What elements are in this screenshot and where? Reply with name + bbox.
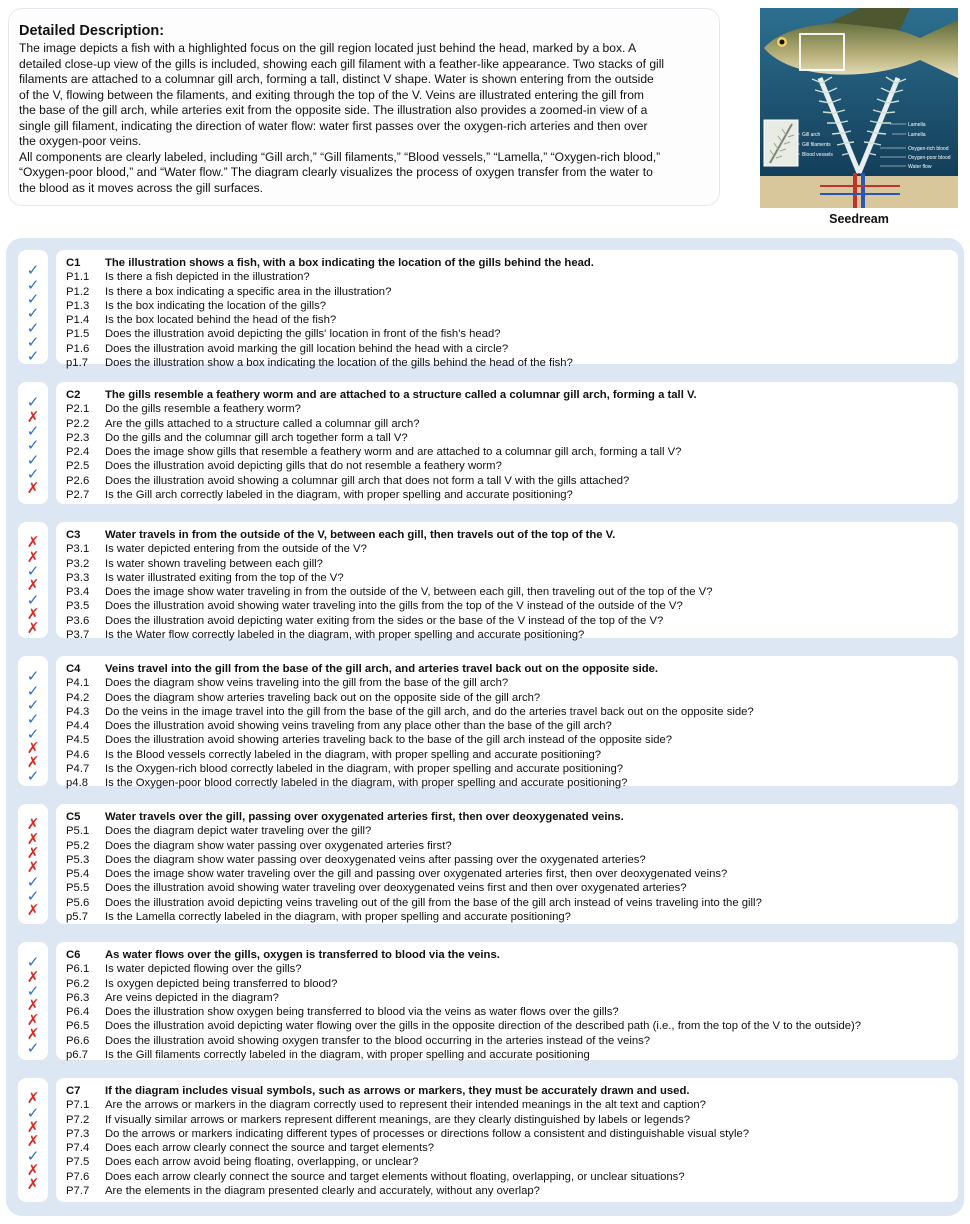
check-item-text: Is water depicted entering from the outside of the V? [105, 543, 367, 556]
check-item-text: Does the illustration avoid depicting water flowing over the gills in the opposite direction of the described path (i.e., from the top of the V to the outside)? [105, 1020, 862, 1033]
model-label: Seedream [829, 212, 889, 226]
check-item-id: P6.3 [66, 991, 90, 1004]
check-item-text: Is oxygen depicted being transferred to blood? [105, 977, 338, 990]
check-item-text: If visually similar arrows or markers represent different meanings, are they clearly distinguished by labels or legends? [105, 1113, 690, 1126]
cross-mark-icon: ✗ [26, 754, 40, 772]
check-mark-icon: ✓ [26, 954, 40, 972]
description-box [8, 8, 720, 206]
criterion-text: The gills resemble a feathery worm and are attached to a structure called a columnar gill arch, forming a tall V. [105, 389, 697, 401]
generated-diagram-image [760, 8, 958, 208]
label-oxygen-rich-blood: Oxygen-rich blood [908, 146, 949, 152]
check-mark-icon: ✓ [26, 668, 40, 686]
check-item-id: P1.1 [66, 271, 90, 284]
criterion-panel [56, 942, 958, 1060]
check-item-text: Does the illustration avoid marking the gill location behind the head with a circle? [105, 342, 509, 355]
check-item-id: P6.4 [66, 1006, 90, 1019]
criterion-id: C3 [66, 529, 81, 541]
check-item-row [66, 748, 958, 762]
check-item-row [66, 1127, 958, 1141]
check-item-row [66, 853, 958, 867]
check-item-row [66, 459, 958, 473]
check-item-row [66, 1155, 958, 1169]
check-item-id: P1.5 [66, 328, 90, 341]
verdict-column [18, 804, 48, 924]
check-item-row [66, 962, 958, 976]
verdict-column [18, 656, 48, 786]
check-mark-icon: ✓ [26, 887, 40, 905]
check-item-id: P7.4 [66, 1142, 90, 1155]
verdict-column [18, 942, 48, 1060]
check-item-text: Does the illustration show oxygen being transferred to blood via the veins as water flows over the gills? [105, 1006, 619, 1019]
check-item-text: Does the diagram show arteries traveling back out on the opposite side of the gill arch? [105, 691, 541, 704]
check-item-row [66, 542, 958, 556]
check-item-row [66, 839, 958, 853]
check-item-text: Does the diagram show water passing over deoxygenated veins after passing over the oxygenated arteries? [105, 853, 646, 866]
check-item-row [66, 356, 958, 370]
label-gill-filaments: Gill filaments [802, 142, 831, 148]
check-item-id: P2.4 [66, 446, 90, 459]
check-item-text: Is the Lamella correctly labeled in the diagram, with proper spelling and accurate positioning? [105, 911, 571, 924]
check-item-row [66, 1098, 958, 1112]
criterion-text: Veins travel into the gill from the base of the gill arch, and arteries travel back out on the opposite side. [105, 663, 659, 675]
check-item-row [66, 910, 958, 924]
criterion-heading [66, 810, 958, 824]
check-item-row [66, 417, 958, 431]
cross-mark-icon: ✗ [26, 1161, 40, 1179]
verdict-column [18, 382, 48, 504]
check-item-id: P5.5 [66, 882, 90, 895]
check-item-row [66, 571, 958, 585]
criterion-heading [66, 388, 958, 402]
criterion-block-c5 [16, 798, 964, 930]
label-water-flow: Water flow [908, 164, 932, 170]
criterion-id: C1 [66, 257, 81, 269]
check-item-row [66, 270, 958, 284]
check-item-row [66, 599, 958, 613]
criterion-text: The illustration shows a fish, with a box indicating the location of the gills behind the head. [105, 257, 594, 269]
criterion-heading [66, 948, 958, 962]
verdict-column [18, 250, 48, 364]
check-item-id: P4.6 [66, 748, 90, 761]
check-item-text: Do the gills resemble a feathery worm? [105, 403, 301, 416]
label-lamella-1: Lamella [908, 122, 926, 128]
check-item-id: P7.2 [66, 1113, 90, 1126]
check-item-row [66, 991, 958, 1005]
criterion-block-c2 [16, 376, 964, 510]
check-item-row [66, 1184, 958, 1198]
check-mark-icon: ✓ [26, 394, 40, 412]
check-item-id: P5.1 [66, 825, 90, 838]
cross-mark-icon: ✗ [26, 739, 40, 757]
check-item-row [66, 445, 958, 459]
criterion-block-c7 [16, 1072, 964, 1208]
check-item-row [66, 867, 958, 881]
check-mark-icon: ✓ [26, 873, 40, 891]
check-item-text: Does the illustration avoid showing oxygen transfer to the blood occurring in the arteries instead of the veins? [105, 1034, 651, 1047]
cross-mark-icon: ✗ [26, 605, 40, 623]
check-item-text: Do the arrows or markers indicating different types of processes or directions follow a consistent and distinguishable visual style? [105, 1127, 750, 1140]
check-item-text: Does the illustration avoid showing water traveling over deoxygenated veins first and then over oxygenated arteries? [105, 882, 687, 895]
check-mark-icon: ✓ [26, 591, 40, 609]
check-item-text: Are the gills attached to a structure called a columnar gill arch? [105, 417, 420, 430]
criterion-id: C7 [66, 1085, 81, 1097]
check-item-id: P5.2 [66, 839, 90, 852]
check-item-id: P7.7 [66, 1185, 90, 1198]
check-item-row [66, 628, 958, 642]
check-mark-icon: ✓ [26, 290, 40, 308]
check-item-row [66, 285, 958, 299]
check-item-text: Does the illustration avoid showing arteries traveling back to the base of the gill arch instead of the opposite side? [105, 734, 673, 747]
check-item-text: Is the Blood vessels correctly labeled in the diagram, with proper spelling and accurate positioning? [105, 748, 602, 761]
cross-mark-icon: ✗ [26, 902, 40, 920]
cross-mark-icon: ✗ [26, 997, 40, 1015]
filament-inset [764, 120, 798, 166]
verdict-column [18, 522, 48, 638]
check-item-row [66, 1048, 958, 1062]
check-item-id: P3.1 [66, 543, 90, 556]
cross-mark-icon: ✗ [26, 548, 40, 566]
check-item-id: P2.6 [66, 474, 90, 487]
check-item-row [66, 705, 958, 719]
check-item-text: Are the arrows or markers in the diagram correctly used to represent their intended meanings in the alt text and caption? [105, 1099, 706, 1112]
check-item-id: P4.3 [66, 705, 90, 718]
check-item-id: P4.4 [66, 720, 90, 733]
check-item-row [66, 474, 958, 488]
check-item-text: Does the image show water traveling in from the outside of the V, between each gill, then traveling out of the top of the V? [105, 586, 713, 599]
check-item-id: P4.1 [66, 677, 90, 690]
check-item-row [66, 1113, 958, 1127]
check-item-id: P5.6 [66, 896, 90, 909]
check-mark-icon: ✓ [26, 768, 40, 786]
check-item-row [66, 719, 958, 733]
check-item-row [66, 402, 958, 416]
cross-mark-icon: ✗ [26, 1176, 40, 1194]
check-item-text: Does the illustration show a box indicating the location of the gills behind the head of the fish? [105, 357, 573, 370]
check-item-text: Are veins depicted in the diagram? [105, 991, 279, 1004]
check-item-row [66, 1034, 958, 1048]
check-item-text: Does the diagram show veins traveling into the gill from the base of the gill arch? [105, 677, 509, 690]
check-item-id: P3.5 [66, 600, 90, 613]
check-item-id: P1.2 [66, 285, 90, 298]
criterion-panel [56, 804, 958, 924]
evaluation-panel [6, 238, 964, 1216]
criterion-panel [56, 250, 958, 370]
criterion-panel [56, 656, 958, 790]
criterion-text: As water flows over the gills, oxygen is transferred to blood via the veins. [105, 949, 500, 961]
check-mark-icon: ✓ [26, 465, 40, 483]
verdict-column [18, 1078, 48, 1202]
criterion-id: C5 [66, 811, 81, 823]
check-item-id: P2.3 [66, 431, 90, 444]
check-item-id: P6.1 [66, 963, 90, 976]
check-item-id: p1.7 [66, 357, 88, 370]
check-item-id: P4.2 [66, 691, 90, 704]
check-item-text: Does each arrow avoid being floating, overlapping, or unclear? [105, 1156, 419, 1169]
check-item-id: P3.6 [66, 614, 90, 627]
cross-mark-icon: ✗ [26, 816, 40, 834]
check-item-text: Does the illustration avoid showing water traveling into the gills from the top of the V instead of the outside of the V? [105, 600, 683, 613]
check-item-row [66, 776, 958, 790]
check-item-id: P4.7 [66, 763, 90, 776]
check-item-row [66, 431, 958, 445]
check-mark-icon: ✓ [26, 1040, 40, 1058]
cross-mark-icon: ✗ [26, 1118, 40, 1136]
criterion-text: If the diagram includes visual symbols, such as arrows or markers, they must be accurately drawn and used. [105, 1085, 690, 1097]
check-item-row [66, 977, 958, 991]
check-item-id: P7.1 [66, 1099, 90, 1112]
check-item-row [66, 313, 958, 327]
check-mark-icon: ✓ [26, 319, 40, 337]
check-item-id: P2.1 [66, 403, 90, 416]
check-item-id: P7.5 [66, 1156, 90, 1169]
check-item-id: p6.7 [66, 1049, 88, 1062]
check-item-id: P2.7 [66, 489, 90, 502]
check-mark-icon: ✓ [26, 1104, 40, 1122]
check-mark-icon: ✓ [26, 333, 40, 351]
check-mark-icon: ✓ [26, 711, 40, 729]
description-text: The image depicts a fish with a highlighted focus on the gill region located just behind the head, marked by a box. A detailed close-up view of the gills is included, showing each gill filament with a feather-like appearance. Two stacks of gill filaments are attached to a columnar gill arch, forming a tall, distinct V shape. Water is shown entering from the outside of the V, flowing between the filaments, and exiting through the top of the V. Veins are illustrated entering the gill from the base of the gill arch, while arteries exit from the opposite side. The illustration also provides a zoomed-in view of a single gill filament, indicating the direction of water flow: water first passes over the oxygen-rich arteries and then over the oxygen-poor veins. All components are clearly labeled, including “Gill arch,” “Gill filaments,” “Blood vessels,” “Lamella,” “Oxygen-rich blood,” “Oxygen-poor blood,” and “Water flow.” The diagram clearly visualizes the process of oxygen transfer from the water to the blood as it moves across the gill surfaces. [19, 41, 665, 195]
criterion-text: Water travels over the gill, passing over oxygenated arteries first, then over deoxygenated veins. [105, 811, 624, 823]
cross-mark-icon: ✗ [26, 844, 40, 862]
check-item-id: P4.5 [66, 734, 90, 747]
cross-mark-icon: ✗ [26, 534, 40, 552]
check-item-id: P6.5 [66, 1020, 90, 1033]
criterion-id: C6 [66, 949, 81, 961]
cross-mark-icon: ✗ [26, 830, 40, 848]
check-item-row [66, 733, 958, 747]
check-mark-icon: ✓ [26, 422, 40, 440]
check-mark-icon: ✓ [26, 682, 40, 700]
check-item-id: P6.6 [66, 1034, 90, 1047]
check-item-text: Does the image show gills that resemble a feathery worm and are attached to a columnar gill arch, forming a tall V? [105, 446, 682, 459]
check-mark-icon: ✓ [26, 348, 40, 366]
criterion-heading [66, 1084, 958, 1098]
check-item-id: P3.4 [66, 586, 90, 599]
cross-mark-icon: ✗ [26, 1133, 40, 1151]
check-mark-icon: ✓ [26, 437, 40, 455]
criterion-panel [56, 1078, 958, 1202]
check-item-text: Does the illustration avoid showing veins traveling from any place other than the base of the gill arch? [105, 720, 612, 733]
check-item-row [66, 824, 958, 838]
check-item-row [66, 557, 958, 571]
check-item-text: Does the illustration avoid depicting water exiting from the sides or the base of the V instead of the top of the V? [105, 614, 664, 627]
criterion-panel [56, 382, 958, 504]
description-title: Detailed Description: [19, 23, 165, 39]
check-item-row [66, 1170, 958, 1184]
check-item-text: Does the illustration avoid showing a columnar gill arch that does not form a tall V with the gills attached? [105, 474, 630, 487]
cross-mark-icon: ✗ [26, 1011, 40, 1029]
check-item-text: Does the illustration avoid depicting the gills' location in front of the fish's head? [105, 328, 501, 341]
check-item-row [66, 691, 958, 705]
check-item-text: Do the veins in the image travel into the gill from the base of the gill arch, and do the arteries travel back out on the opposite side? [105, 705, 754, 718]
check-item-id: p5.7 [66, 911, 88, 924]
check-item-id: P5.4 [66, 868, 90, 881]
check-item-text: Does the diagram show water passing over oxygenated arteries first? [105, 839, 452, 852]
check-item-id: P7.6 [66, 1170, 90, 1183]
label-lamella-2: Lamella [908, 132, 926, 138]
check-item-row [66, 585, 958, 599]
criterion-panel [56, 522, 958, 642]
check-item-text: Does each arrow clearly connect the source and target elements without floating, overlapping, or unclear situations? [105, 1170, 685, 1183]
check-item-text: Is the Water flow correctly labeled in the diagram, with proper spelling and accurate positioning? [105, 629, 585, 642]
check-item-text: Is the box indicating the location of the gills? [105, 299, 327, 312]
label-oxygen-poor-blood: Oxygen-poor blood [908, 155, 951, 161]
check-item-row [66, 1141, 958, 1155]
check-item-row [66, 762, 958, 776]
check-item-text: Is water shown traveling between each gill? [105, 557, 323, 570]
check-item-id: P1.6 [66, 342, 90, 355]
check-mark-icon: ✓ [26, 451, 40, 469]
check-mark-icon: ✓ [26, 696, 40, 714]
criterion-block-c4 [16, 650, 964, 792]
cross-mark-icon: ✗ [26, 577, 40, 595]
check-item-id: P3.7 [66, 629, 90, 642]
check-item-row [66, 488, 958, 502]
criterion-block-c3 [16, 516, 964, 644]
criterion-block-c6 [16, 936, 964, 1066]
criterion-id: C4 [66, 663, 81, 675]
check-item-row [66, 881, 958, 895]
check-item-text: Does each arrow clearly connect the source and target elements? [105, 1142, 435, 1155]
check-item-id: P1.4 [66, 314, 90, 327]
criterion-heading [66, 662, 958, 676]
check-item-row [66, 1019, 958, 1033]
check-item-id: P5.3 [66, 853, 90, 866]
check-mark-icon: ✓ [26, 982, 40, 1000]
label-gill-arch: Gill arch [802, 132, 821, 138]
check-item-row [66, 676, 958, 690]
check-item-id: p4.8 [66, 777, 88, 790]
check-item-row [66, 614, 958, 628]
check-item-id: P2.2 [66, 417, 90, 430]
check-mark-icon: ✓ [26, 1147, 40, 1165]
check-item-text: Is the Gill arch correctly labeled in the diagram, with proper spelling and accurate positioning? [105, 489, 573, 502]
cross-mark-icon: ✗ [26, 1025, 40, 1043]
cross-mark-icon: ✗ [26, 480, 40, 498]
check-item-text: Does the diagram depict water traveling over the gill? [105, 825, 372, 838]
check-item-text: Is there a box indicating a specific area in the illustration? [105, 285, 392, 298]
check-item-row [66, 299, 958, 313]
criterion-block-c1 [16, 244, 964, 370]
check-item-text: Do the gills and the columnar gill arch together form a tall V? [105, 431, 408, 444]
check-item-text: Is the Gill filaments correctly labeled in the diagram, with proper spelling and accurate positioning [105, 1049, 590, 1062]
cross-mark-icon: ✗ [26, 859, 40, 877]
check-item-text: Is the box located behind the head of the fish? [105, 314, 337, 327]
check-mark-icon: ✓ [26, 562, 40, 580]
check-item-id: P6.2 [66, 977, 90, 990]
check-item-text: Does the image show water traveling over the gill and passing over oxygenated arteries first, then over deoxygenated veins? [105, 868, 728, 881]
check-item-id: P7.3 [66, 1127, 90, 1140]
criterion-heading [66, 256, 958, 270]
check-item-text: Is water depicted flowing over the gills? [105, 963, 302, 976]
check-item-text: Does the illustration avoid depicting gills that do not resemble a feathery worm? [105, 460, 502, 473]
check-mark-icon: ✓ [26, 305, 40, 323]
check-mark-icon: ✓ [26, 262, 40, 280]
criterion-heading [66, 528, 958, 542]
label-blood-vessels: Blood vessels [802, 152, 833, 158]
cross-mark-icon: ✗ [26, 968, 40, 986]
cross-mark-icon: ✗ [26, 408, 40, 426]
criterion-id: C2 [66, 389, 81, 401]
check-mark-icon: ✓ [26, 276, 40, 294]
check-mark-icon: ✓ [26, 725, 40, 743]
check-item-id: P3.2 [66, 557, 90, 570]
cross-mark-icon: ✗ [26, 1090, 40, 1108]
check-item-id: P1.3 [66, 299, 90, 312]
check-item-text: Is water illustrated exiting from the top of the V? [105, 571, 344, 584]
check-item-text: Is there a fish depicted in the illustration? [105, 271, 310, 284]
check-item-text: Does the illustration avoid depicting veins traveling out of the gill from the base of the gill arch instead of veins traveling into the gill? [105, 896, 762, 909]
check-item-id: P2.5 [66, 460, 90, 473]
check-item-id: P3.3 [66, 571, 90, 584]
check-item-row [66, 342, 958, 356]
criterion-text: Water travels in from the outside of the V, between each gill, then travels out of the top of the V. [105, 529, 616, 541]
check-item-text: Are the elements in the diagram presented clearly and accurately, without any overlap? [105, 1185, 540, 1198]
check-item-row [66, 327, 958, 341]
check-item-text: Is the Oxygen-rich blood correctly labeled in the diagram, with proper spelling and accurate positioning? [105, 763, 624, 776]
cross-mark-icon: ✗ [26, 620, 40, 638]
check-item-row [66, 1005, 958, 1019]
check-item-text: Is the Oxygen-poor blood correctly labeled in the diagram, with proper spelling and accurate positioning? [105, 777, 628, 790]
check-item-row [66, 896, 958, 910]
